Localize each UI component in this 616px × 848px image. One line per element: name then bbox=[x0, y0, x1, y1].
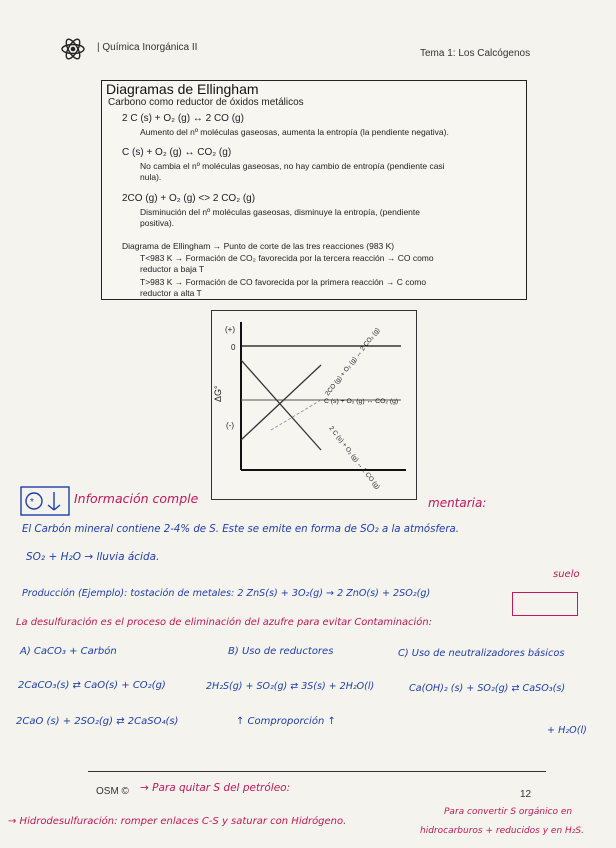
eq-c1: Ca(OH)₂ (s) + SO₂(g) ⇄ CaSO₃(s) bbox=[409, 683, 566, 694]
high-t-line-cont: reductor a alta T bbox=[140, 288, 202, 298]
eq-b1: 2H₂S(g) + SO₂(g) ⇄ 3S(s) + 2H₂O(l) bbox=[206, 681, 375, 692]
reaction-1: 2 C (s) + O₂ (g) ↔ 2 CO (g) bbox=[122, 113, 244, 124]
section-title-cont: mentaria: bbox=[428, 496, 487, 510]
option-c: C) Uso de neutralizadores básicos bbox=[398, 648, 565, 659]
reaction-3-note: Disminución del nº moléculas gaseosas, disminuye la entropía, (pendiente bbox=[140, 207, 420, 217]
plus-label: (+) bbox=[225, 325, 235, 334]
low-t-line-cont: reductor a baja T bbox=[140, 264, 205, 274]
eq-a1: 2CaCO₃(s) ⇄ CaO(s) + CO₂(g) bbox=[18, 680, 166, 691]
hydro-note-right: Para convertir S orgánico en bbox=[444, 807, 573, 817]
reaction-2: C (s) + O₂ (g) ↔ CO₂ (g) bbox=[122, 147, 232, 158]
reaction-3: 2CO (g) + O₂ (g) <> 2 CO₂ (g) bbox=[122, 193, 256, 204]
hydro-note-right-cont: hidrocarburos + reducidos y en H₂S. bbox=[420, 826, 584, 836]
suelo-note: suelo bbox=[553, 569, 580, 580]
y-axis-label: ΔG° bbox=[213, 385, 223, 402]
label-c-co: 2 C (s) + O₂ (g) ↔ 2 CO (g) bbox=[327, 424, 381, 491]
course-title: | Química Inorgánica II bbox=[97, 42, 198, 53]
option-b: B) Uso de reductores bbox=[228, 646, 334, 657]
section-title: Información comple bbox=[74, 491, 199, 506]
footer-left: OSM © bbox=[96, 786, 129, 797]
eq-a2: 2CaO (s) + 2SO₂(g) ⇄ 2CaSO₄(s) bbox=[16, 716, 179, 727]
svg-text:*: * bbox=[30, 497, 34, 508]
ellingham-diagram bbox=[211, 310, 417, 500]
zero-label: 0 bbox=[231, 343, 236, 352]
box-title: Diagramas de Ellingham bbox=[106, 81, 259, 97]
box-subtitle: Carbono como reductor de óxidos metálicos bbox=[108, 97, 304, 108]
reaction-2-note: No cambia el nº moléculas gaseosas, no hay cambio de entropía (pendiente casi bbox=[140, 161, 445, 171]
page-number: 12 bbox=[520, 789, 532, 800]
high-t-line: T>983 K → Formación de CO favorecida por la primera reacción → C como bbox=[140, 277, 427, 287]
low-t-line: T<983 K → Formación de CO₂ favorecida por la tercera reacción → CO como bbox=[140, 253, 434, 263]
reaction-3-note-cont: positiva). bbox=[140, 218, 175, 228]
desulfuration-line: La desulfuración es el proceso de eliminación del azufre para evitar Contaminación: bbox=[16, 617, 432, 628]
reaction-2-note-cont: nula). bbox=[140, 172, 162, 182]
so2-highlight-box bbox=[512, 592, 578, 616]
label-co-co2: 2CO (g) + O₂ (g) ↔ 2 CO₂ (g) bbox=[324, 326, 382, 398]
topic-title: Tema 1: Los Calcógenos bbox=[420, 48, 531, 59]
production-line: Producción (Ejemplo): tostación de metales: 2 ZnS(s) + 3O₂(g) → 2 ZnO(s) + 2SO₂(g) bbox=[22, 588, 431, 599]
eq-c2: + H₂O(l) bbox=[547, 725, 587, 736]
option-a: A) CaCO₃ + Carbón bbox=[20, 646, 117, 657]
label-c-co2: C (s) + O₂ (g) ↔ CO₂ (g) bbox=[324, 398, 399, 405]
reaction-1-note: Aumento del nº moléculas gaseosas, aumenta la entropía (la pendiente negativa). bbox=[140, 127, 449, 137]
atom-logo-icon bbox=[60, 36, 86, 62]
coal-sulfur-line: El Carbón mineral contiene 2-4% de S. Este se emite en forma de SO₂ a la atmósfera. bbox=[22, 524, 459, 535]
minus-label: (-) bbox=[226, 421, 234, 430]
info-symbol-icon bbox=[20, 486, 70, 516]
ellingham-box bbox=[101, 80, 527, 300]
diagram-line: Diagrama de Ellingham → Punto de corte de las tres reacciones (983 K) bbox=[122, 241, 395, 251]
acid-rain-line: SO₂ + H₂O → lluvia ácida. bbox=[26, 551, 160, 563]
eq-b2: ↑ Comproporción ↑ bbox=[236, 716, 336, 727]
hydrodesulfuration-line: → Hidrodesulfuración: romper enlaces C-S y saturar con Hidrógeno. bbox=[8, 816, 347, 827]
footer-rule bbox=[88, 771, 546, 772]
footer-note: → Para quitar S del petróleo: bbox=[140, 782, 291, 794]
